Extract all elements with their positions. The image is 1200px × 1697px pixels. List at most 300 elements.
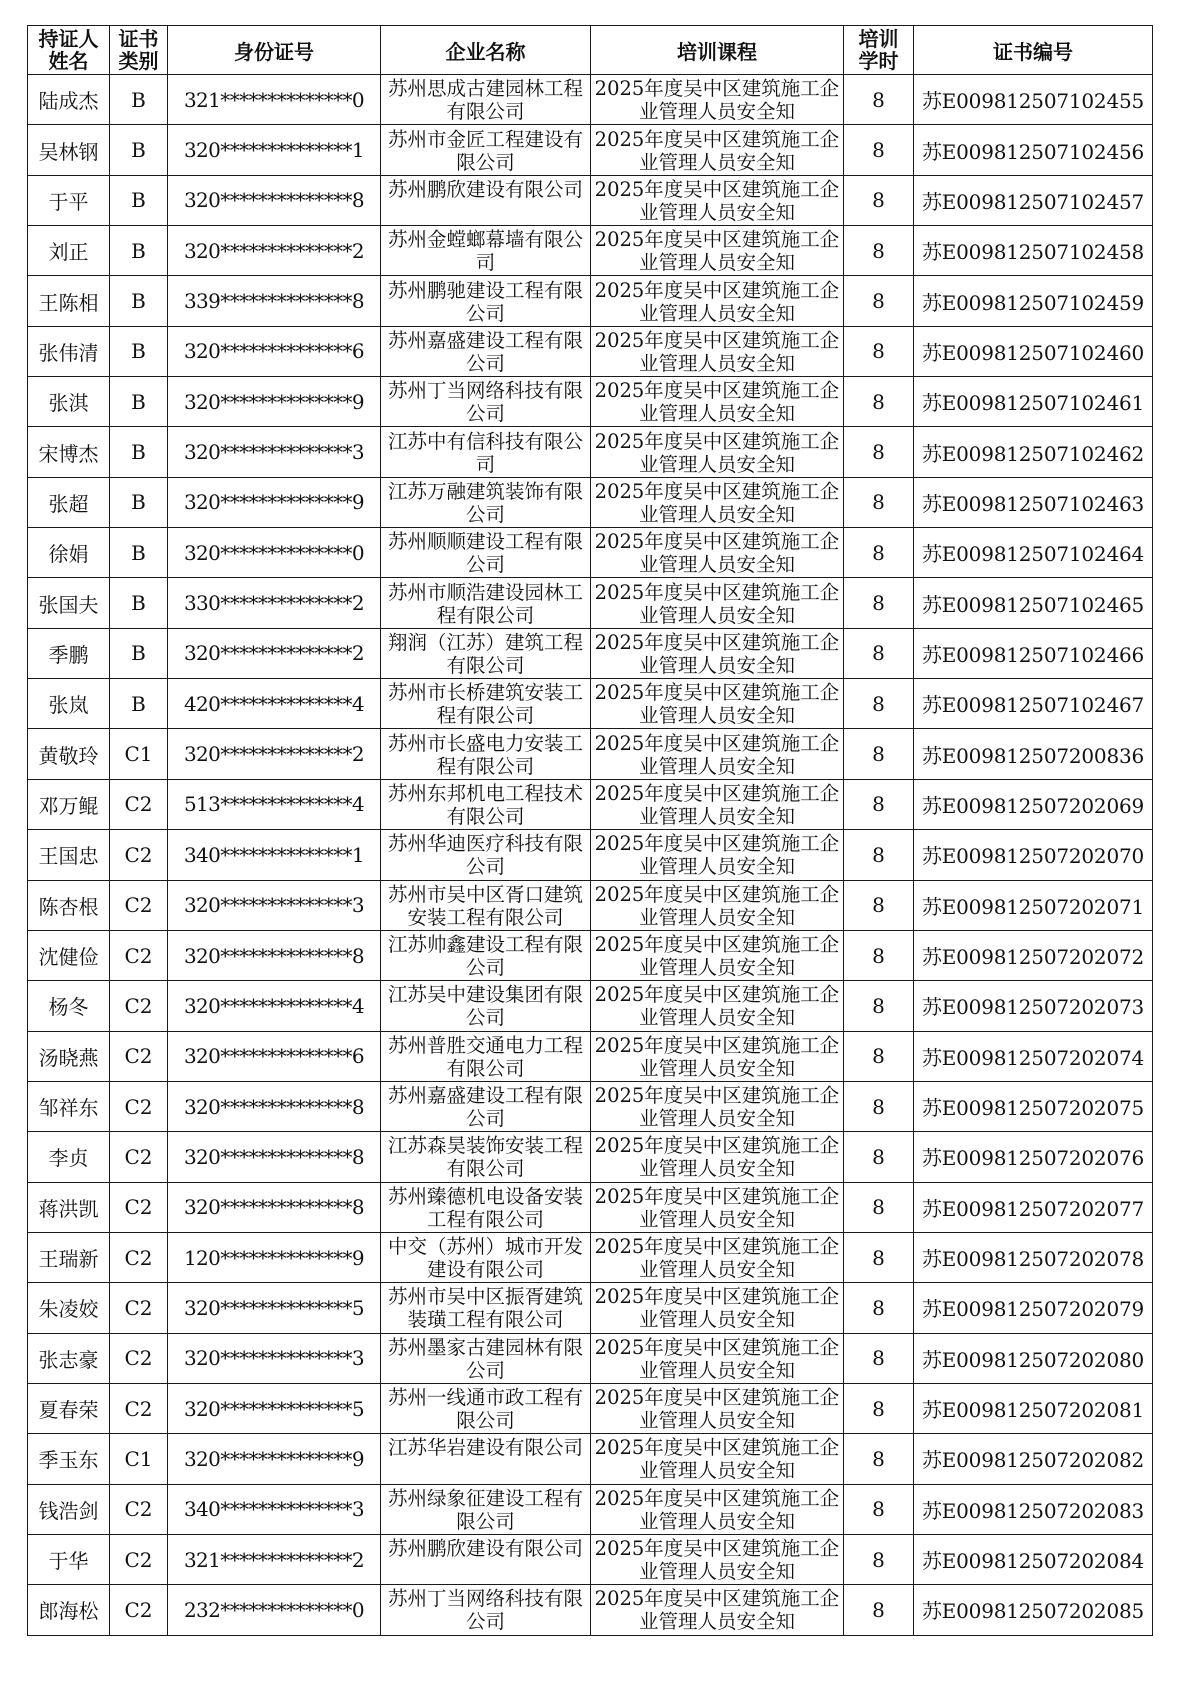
course-cell-text: 2025年度吴中区建筑施工企业管理人员安全知: [594, 882, 840, 929]
cert-number-cell: 苏E009812507202073: [914, 981, 1153, 1031]
cert-class-cell: C1: [110, 729, 168, 779]
course-cell-text: 2025年度吴中区建筑施工企业管理人员安全知: [594, 681, 840, 728]
table-row: [28, 477, 1153, 527]
cert-class-cell: C2: [110, 1182, 168, 1232]
table-row: [28, 729, 1153, 779]
table-row: [28, 226, 1153, 276]
course-cell-text: 2025年度吴中区建筑施工企业管理人员安全知: [594, 933, 840, 980]
table-row: [28, 175, 1153, 225]
company-cell: [381, 1132, 591, 1182]
course-cell: [591, 276, 844, 326]
header-id-number: 身份证号: [168, 26, 381, 75]
table-row: [28, 779, 1153, 829]
company-cell: [381, 930, 591, 980]
holder-name-cell: 黄敬玲: [28, 729, 110, 779]
table-row: [28, 276, 1153, 326]
holder-name-cell: 夏春荣: [28, 1383, 110, 1433]
id-number-cell: 420**************4: [168, 679, 381, 729]
course-cell: [591, 75, 844, 125]
hours-cell: 8: [844, 981, 914, 1031]
course-cell-text: 2025年度吴中区建筑施工企业管理人员安全知: [594, 1335, 840, 1382]
cert-class-cell: B: [110, 578, 168, 628]
id-number-cell: 320**************3: [168, 880, 381, 930]
cert-number-cell: 苏E009812507102458: [914, 226, 1153, 276]
cert-class-cell: B: [110, 377, 168, 427]
company-cell: [381, 679, 591, 729]
cert-class-cell: C2: [110, 1383, 168, 1433]
hours-cell: 8: [844, 1383, 914, 1433]
holder-name-cell: 邹祥东: [28, 1081, 110, 1131]
holder-name-cell: 钱浩剑: [28, 1484, 110, 1534]
id-number-cell: 320**************5: [168, 1383, 381, 1433]
company-cell-text: 苏州嘉盛建设工程有限公司: [387, 328, 583, 375]
id-number-cell: 320**************9: [168, 477, 381, 527]
company-cell: [381, 1031, 591, 1081]
cert-number-cell: 苏E009812507202084: [914, 1534, 1153, 1584]
cert-class-cell: C2: [110, 981, 168, 1031]
header-row: [28, 26, 1153, 75]
course-cell: [591, 1232, 844, 1282]
hours-cell: 8: [844, 1585, 914, 1635]
company-cell: [381, 276, 591, 326]
id-number-cell: 320**************8: [168, 175, 381, 225]
course-cell: [591, 880, 844, 930]
course-cell-text: 2025年度吴中区建筑施工企业管理人员安全知: [594, 781, 840, 828]
header-cert-class: [110, 26, 168, 75]
holder-name-cell: 张岚: [28, 679, 110, 729]
course-cell: [591, 326, 844, 376]
header-cert-number: 证书编号: [914, 26, 1153, 75]
company-cell: [381, 1585, 591, 1635]
table-row: [28, 1081, 1153, 1131]
table-row: [28, 981, 1153, 1031]
company-cell-text: 江苏吴中建设集团有限公司: [387, 983, 583, 1030]
id-number-cell: 320**************4: [168, 981, 381, 1031]
course-cell: [591, 1283, 844, 1333]
hours-cell: 8: [844, 226, 914, 276]
cert-number-cell: 苏E009812507102465: [914, 578, 1153, 628]
table-row: [28, 377, 1153, 427]
course-cell-text: 2025年度吴中区建筑施工企业管理人员安全知: [594, 77, 840, 124]
company-cell: [381, 578, 591, 628]
id-number-cell: 320**************3: [168, 427, 381, 477]
cert-class-cell: C2: [110, 1031, 168, 1081]
course-cell-text: 2025年度吴中区建筑施工企业管理人员安全知: [594, 983, 840, 1030]
table-row: [28, 679, 1153, 729]
company-cell-text: 苏州绿象征建设工程有限公司: [387, 1486, 583, 1533]
hours-cell: 8: [844, 1283, 914, 1333]
course-cell: [591, 1081, 844, 1131]
company-cell: [381, 1434, 591, 1484]
company-cell: [381, 528, 591, 578]
course-cell: [591, 1031, 844, 1081]
hours-cell: 8: [844, 729, 914, 779]
hours-cell: 8: [844, 1132, 914, 1182]
holder-name-cell: 季玉东: [28, 1434, 110, 1484]
company-cell: [381, 226, 591, 276]
cert-number-cell: 苏E009812507202082: [914, 1434, 1153, 1484]
hours-cell: 8: [844, 679, 914, 729]
course-cell: [591, 377, 844, 427]
holder-name-cell: 沈健俭: [28, 930, 110, 980]
course-cell: [591, 729, 844, 779]
hours-cell: 8: [844, 1534, 914, 1584]
table-row: [28, 427, 1153, 477]
course-cell-text: 2025年度吴中区建筑施工企业管理人员安全知: [594, 177, 840, 224]
course-cell: [591, 427, 844, 477]
hours-cell: 8: [844, 1031, 914, 1081]
holder-name-cell: 邓万鲲: [28, 779, 110, 829]
hours-cell: 8: [844, 125, 914, 175]
company-cell-text: 苏州鹏欣建设有限公司: [387, 1537, 583, 1561]
course-cell-text: 2025年度吴中区建筑施工企业管理人员安全知: [594, 630, 840, 677]
course-cell-text: 2025年度吴中区建筑施工企业管理人员安全知: [594, 127, 840, 174]
company-cell-text: 苏州东邦机电工程技术有限公司: [387, 781, 583, 828]
course-cell-text: 2025年度吴中区建筑施工企业管理人员安全知: [594, 1184, 840, 1231]
company-cell-text: 苏州市吴中区振胥建筑装璜工程有限公司: [387, 1285, 583, 1332]
company-cell-text: 苏州丁当网络科技有限公司: [387, 379, 583, 426]
cert-number-cell: 苏E009812507202080: [914, 1333, 1153, 1383]
id-number-cell: 340**************1: [168, 830, 381, 880]
cert-class-cell: C2: [110, 1333, 168, 1383]
id-number-cell: 232**************0: [168, 1585, 381, 1635]
company-cell-text: 江苏森昊装饰安装工程有限公司: [387, 1134, 583, 1181]
cert-class-cell: C2: [110, 930, 168, 980]
header-hours-line1: 培训: [858, 27, 899, 51]
cert-number-cell: 苏E009812507202085: [914, 1585, 1153, 1635]
course-cell-text: 2025年度吴中区建筑施工企业管理人员安全知: [594, 1134, 840, 1181]
cert-number-cell: 苏E009812507102456: [914, 125, 1153, 175]
table-row: [28, 1484, 1153, 1534]
company-cell: [381, 1383, 591, 1433]
course-cell-text: 2025年度吴中区建筑施工企业管理人员安全知: [594, 1285, 840, 1332]
table-row: [28, 1534, 1153, 1584]
header-company: 企业名称: [381, 26, 591, 75]
hours-cell: 8: [844, 1232, 914, 1282]
company-cell-text: 苏州思成古建园林工程有限公司: [387, 77, 583, 124]
cert-class-cell: C2: [110, 1283, 168, 1333]
company-cell-text: 苏州华迪医疗科技有限公司: [387, 832, 583, 879]
cert-number-cell: 苏E009812507202071: [914, 880, 1153, 930]
course-cell: [591, 226, 844, 276]
company-cell: [381, 628, 591, 678]
cert-number-cell: 苏E009812507202074: [914, 1031, 1153, 1081]
header-holder-name-line2: 姓名: [48, 49, 89, 73]
course-cell: [591, 981, 844, 1031]
course-cell-text: 2025年度吴中区建筑施工企业管理人员安全知: [594, 228, 840, 275]
hours-cell: 8: [844, 930, 914, 980]
cert-class-cell: C2: [110, 1484, 168, 1534]
company-cell: [381, 729, 591, 779]
company-cell-text: 江苏万融建筑装饰有限公司: [387, 479, 583, 526]
holder-name-cell: 于华: [28, 1534, 110, 1584]
header-hours: [844, 26, 914, 75]
cert-number-cell: 苏E009812507102461: [914, 377, 1153, 427]
cert-number-cell: 苏E009812507102460: [914, 326, 1153, 376]
table-row: [28, 830, 1153, 880]
cert-number-cell: 苏E009812507202075: [914, 1081, 1153, 1131]
holder-name-cell: 蒋洪凯: [28, 1182, 110, 1232]
company-cell: [381, 75, 591, 125]
id-number-cell: 320**************3: [168, 1333, 381, 1383]
table-row: [28, 1333, 1153, 1383]
holder-name-cell: 王瑞新: [28, 1232, 110, 1282]
course-cell: [591, 1132, 844, 1182]
course-cell: [591, 1534, 844, 1584]
cert-number-cell: 苏E009812507102462: [914, 427, 1153, 477]
course-cell-text: 2025年度吴中区建筑施工企业管理人员安全知: [594, 429, 840, 476]
course-cell: [591, 125, 844, 175]
header-cert-class-line1: 证书: [118, 27, 159, 51]
holder-name-cell: 杨冬: [28, 981, 110, 1031]
cert-class-cell: C2: [110, 1081, 168, 1131]
company-cell: [381, 981, 591, 1031]
cert-class-cell: B: [110, 477, 168, 527]
course-cell-text: 2025年度吴中区建筑施工企业管理人员安全知: [594, 379, 840, 426]
id-number-cell: 320**************6: [168, 326, 381, 376]
company-cell: [381, 377, 591, 427]
table-row: [28, 1434, 1153, 1484]
course-cell-text: 2025年度吴中区建筑施工企业管理人员安全知: [594, 731, 840, 778]
course-cell: [591, 779, 844, 829]
hours-cell: 8: [844, 830, 914, 880]
holder-name-cell: 张志豪: [28, 1333, 110, 1383]
table-row: [28, 125, 1153, 175]
course-cell-text: 2025年度吴中区建筑施工企业管理人员安全知: [594, 1386, 840, 1433]
cert-class-cell: B: [110, 226, 168, 276]
hours-cell: 8: [844, 427, 914, 477]
table-row: [28, 1383, 1153, 1433]
hours-cell: 8: [844, 175, 914, 225]
cert-number-cell: 苏E009812507202078: [914, 1232, 1153, 1282]
id-number-cell: 339**************8: [168, 276, 381, 326]
cert-number-cell: 苏E009812507102457: [914, 175, 1153, 225]
cert-class-cell: C2: [110, 1132, 168, 1182]
hours-cell: 8: [844, 628, 914, 678]
certificate-table: [27, 25, 1153, 1636]
hours-cell: 8: [844, 779, 914, 829]
company-cell-text: 苏州市长盛电力安装工程有限公司: [387, 731, 583, 778]
cert-class-cell: B: [110, 628, 168, 678]
company-cell-text: 翔润（江苏）建筑工程有限公司: [387, 630, 583, 677]
header-cert-class-line2: 类别: [118, 49, 159, 73]
table-row: [28, 1182, 1153, 1232]
holder-name-cell: 汤晓燕: [28, 1031, 110, 1081]
table-row: [28, 930, 1153, 980]
hours-cell: 8: [844, 326, 914, 376]
company-cell-text: 苏州顺顺建设工程有限公司: [387, 530, 583, 577]
company-cell-text: 苏州一线通市政工程有限公司: [387, 1386, 583, 1433]
cert-number-cell: 苏E009812507102455: [914, 75, 1153, 125]
cert-number-cell: 苏E009812507102467: [914, 679, 1153, 729]
hours-cell: 8: [844, 1434, 914, 1484]
hours-cell: 8: [844, 377, 914, 427]
company-cell-text: 苏州市顺浩建设园林工程有限公司: [387, 580, 583, 627]
holder-name-cell: 张淇: [28, 377, 110, 427]
hours-cell: 8: [844, 1333, 914, 1383]
course-cell-text: 2025年度吴中区建筑施工企业管理人员安全知: [594, 1084, 840, 1131]
table-row: [28, 1585, 1153, 1635]
company-cell-text: 苏州鹏驰建设工程有限公司: [387, 278, 583, 325]
cert-class-cell: B: [110, 679, 168, 729]
company-cell-text: 苏州墨家古建园林有限公司: [387, 1335, 583, 1382]
company-cell-text: 苏州嘉盛建设工程有限公司: [387, 1084, 583, 1131]
company-cell: [381, 326, 591, 376]
id-number-cell: 513**************4: [168, 779, 381, 829]
cert-number-cell: 苏E009812507202079: [914, 1283, 1153, 1333]
company-cell-text: 江苏华岩建设有限公司: [387, 1436, 583, 1460]
id-number-cell: 320**************8: [168, 930, 381, 980]
cert-class-cell: C2: [110, 1534, 168, 1584]
holder-name-cell: 季鹏: [28, 628, 110, 678]
cert-number-cell: 苏E009812507102466: [914, 628, 1153, 678]
course-cell: [591, 477, 844, 527]
id-number-cell: 320**************2: [168, 628, 381, 678]
id-number-cell: 320**************9: [168, 377, 381, 427]
company-cell: [381, 1333, 591, 1383]
cert-number-cell: 苏E009812507202083: [914, 1484, 1153, 1534]
id-number-cell: 320**************8: [168, 1132, 381, 1182]
company-cell: [381, 427, 591, 477]
holder-name-cell: 郎海松: [28, 1585, 110, 1635]
course-cell-text: 2025年度吴中区建筑施工企业管理人员安全知: [594, 530, 840, 577]
course-cell-text: 2025年度吴中区建筑施工企业管理人员安全知: [594, 278, 840, 325]
cert-class-cell: C2: [110, 1585, 168, 1635]
company-cell: [381, 1534, 591, 1584]
course-cell-text: 2025年度吴中区建筑施工企业管理人员安全知: [594, 1537, 840, 1584]
header-holder-name: [28, 26, 110, 75]
id-number-cell: 320**************8: [168, 1081, 381, 1131]
course-cell: [591, 1585, 844, 1635]
company-cell-text: 中交（苏州）城市开发建设有限公司: [387, 1235, 583, 1282]
id-number-cell: 320**************8: [168, 1182, 381, 1232]
company-cell: [381, 1283, 591, 1333]
course-cell: [591, 578, 844, 628]
cert-class-cell: B: [110, 175, 168, 225]
hours-cell: 8: [844, 1081, 914, 1131]
cert-class-cell: B: [110, 326, 168, 376]
cert-class-cell: C1: [110, 1434, 168, 1484]
header-holder-name-line1: 持证人: [38, 27, 99, 51]
table-body: [28, 75, 1153, 1636]
course-cell: [591, 1333, 844, 1383]
id-number-cell: 320**************6: [168, 1031, 381, 1081]
hours-cell: 8: [844, 276, 914, 326]
table-row: [28, 75, 1153, 125]
id-number-cell: 320**************5: [168, 1283, 381, 1333]
company-cell-text: 苏州市长桥建筑安装工程有限公司: [387, 681, 583, 728]
company-cell-text: 苏州普胜交通电力工程有限公司: [387, 1033, 583, 1080]
cert-class-cell: B: [110, 427, 168, 477]
cert-number-cell: 苏E009812507202076: [914, 1132, 1153, 1182]
company-cell-text: 苏州金螳螂幕墙有限公司: [387, 228, 583, 275]
holder-name-cell: 李贞: [28, 1132, 110, 1182]
cert-number-cell: 苏E009812507202077: [914, 1182, 1153, 1232]
table-row: [28, 1232, 1153, 1282]
company-cell: [381, 1484, 591, 1534]
holder-name-cell: 朱凌姣: [28, 1283, 110, 1333]
company-cell-text: 江苏中有信科技有限公司: [387, 429, 583, 476]
holder-name-cell: 刘正: [28, 226, 110, 276]
company-cell: [381, 175, 591, 225]
holder-name-cell: 徐娟: [28, 528, 110, 578]
course-cell-text: 2025年度吴中区建筑施工企业管理人员安全知: [594, 1486, 840, 1533]
course-cell: [591, 930, 844, 980]
id-number-cell: 340**************3: [168, 1484, 381, 1534]
holder-name-cell: 王国忠: [28, 830, 110, 880]
table-row: [28, 1031, 1153, 1081]
cert-number-cell: 苏E009812507202072: [914, 930, 1153, 980]
cert-number-cell: 苏E009812507202081: [914, 1383, 1153, 1433]
holder-name-cell: 陈杏根: [28, 880, 110, 930]
id-number-cell: 321**************0: [168, 75, 381, 125]
company-cell: [381, 1182, 591, 1232]
cert-class-cell: B: [110, 528, 168, 578]
table-row: [28, 1283, 1153, 1333]
course-cell: [591, 1383, 844, 1433]
id-number-cell: 321**************2: [168, 1534, 381, 1584]
course-cell: [591, 1434, 844, 1484]
course-cell: [591, 1182, 844, 1232]
company-cell-text: 苏州臻德机电设备安装工程有限公司: [387, 1184, 583, 1231]
holder-name-cell: 宋博杰: [28, 427, 110, 477]
cert-class-cell: B: [110, 125, 168, 175]
cert-number-cell: 苏E009812507202070: [914, 830, 1153, 880]
company-cell: [381, 125, 591, 175]
holder-name-cell: 张伟清: [28, 326, 110, 376]
hours-cell: 8: [844, 1182, 914, 1232]
hours-cell: 8: [844, 477, 914, 527]
course-cell: [591, 628, 844, 678]
id-number-cell: 320**************0: [168, 528, 381, 578]
cert-number-cell: 苏E009812507102459: [914, 276, 1153, 326]
course-cell-text: 2025年度吴中区建筑施工企业管理人员安全知: [594, 479, 840, 526]
id-number-cell: 320**************2: [168, 729, 381, 779]
company-cell-text: 苏州丁当网络科技有限公司: [387, 1587, 583, 1634]
course-cell-text: 2025年度吴中区建筑施工企业管理人员安全知: [594, 328, 840, 375]
hours-cell: 8: [844, 528, 914, 578]
company-cell: [381, 1081, 591, 1131]
holder-name-cell: 王陈相: [28, 276, 110, 326]
table-row: [28, 628, 1153, 678]
company-cell: [381, 477, 591, 527]
company-cell: [381, 830, 591, 880]
company-cell: [381, 880, 591, 930]
header-hours-line2: 学时: [858, 49, 899, 73]
company-cell-text: 江苏帅鑫建设工程有限公司: [387, 933, 583, 980]
holder-name-cell: 陆成杰: [28, 75, 110, 125]
cert-class-cell: C2: [110, 779, 168, 829]
holder-name-cell: 于平: [28, 175, 110, 225]
cert-class-cell: C2: [110, 1232, 168, 1282]
hours-cell: 8: [844, 578, 914, 628]
course-cell: [591, 679, 844, 729]
table-row: [28, 578, 1153, 628]
cert-number-cell: 苏E009812507202069: [914, 779, 1153, 829]
course-cell: [591, 830, 844, 880]
company-cell-text: 苏州市吴中区胥口建筑安装工程有限公司: [387, 882, 583, 929]
holder-name-cell: 吴林钢: [28, 125, 110, 175]
company-cell: [381, 779, 591, 829]
cert-class-cell: B: [110, 75, 168, 125]
holder-name-cell: 张超: [28, 477, 110, 527]
course-cell-text: 2025年度吴中区建筑施工企业管理人员安全知: [594, 1235, 840, 1282]
course-cell-text: 2025年度吴中区建筑施工企业管理人员安全知: [594, 1033, 840, 1080]
hours-cell: 8: [844, 880, 914, 930]
company-cell-text: 苏州市金匠工程建设有限公司: [387, 127, 583, 174]
hours-cell: 8: [844, 75, 914, 125]
hours-cell: 8: [844, 1484, 914, 1534]
